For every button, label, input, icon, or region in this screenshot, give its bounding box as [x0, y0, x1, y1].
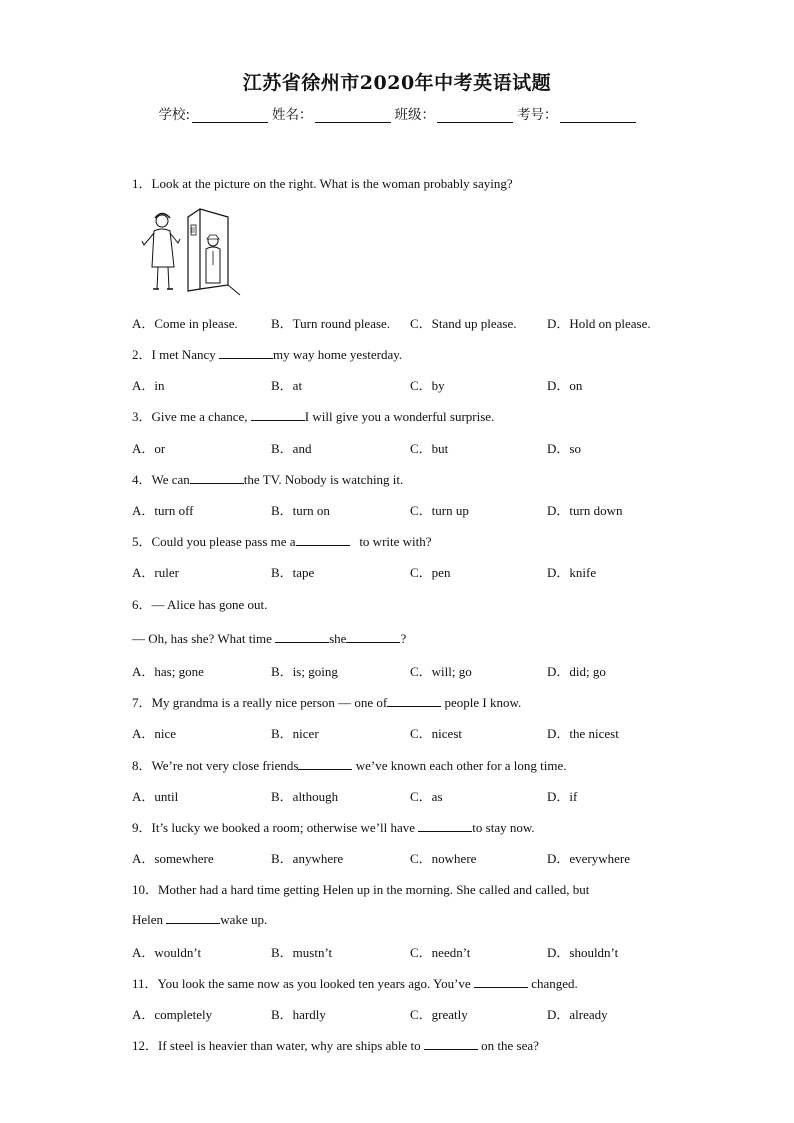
q2-option-a[interactable]: A．in — [132, 378, 165, 393]
exam-number-field[interactable]: 考号： — [517, 103, 636, 123]
question-6-reply: — Oh, has she? What time she ? — [132, 631, 407, 646]
q11-option-b[interactable]: B．hardly — [271, 1007, 326, 1022]
question-8: 8．We’re not very close friends we’ve known each other for a long time. — [132, 758, 567, 773]
q4-option-d[interactable]: D．turn down — [547, 503, 623, 518]
question-9-options — [132, 848, 692, 864]
q5-option-a[interactable]: A．ruler — [132, 565, 179, 580]
q4-option-a[interactable]: A．turn off — [132, 503, 194, 518]
question-10-options — [132, 942, 692, 958]
question-7-options — [132, 723, 692, 739]
q7-option-d[interactable]: D．the nicest — [547, 726, 619, 741]
question-1: 1．Look at the picture on the right. What is the woman probably saying? — [132, 176, 513, 191]
answer-blank[interactable] — [424, 1037, 478, 1050]
answer-blank[interactable] — [296, 533, 350, 546]
q11-option-a[interactable]: A．completely — [132, 1007, 213, 1022]
q11-option-c[interactable]: C．greatly — [410, 1007, 468, 1022]
q4-option-b[interactable]: B．turn on — [271, 503, 330, 518]
q5-option-c[interactable]: C．pen — [410, 565, 451, 580]
answer-blank[interactable] — [166, 911, 220, 924]
question-1-options — [132, 313, 692, 329]
question-12: 12．If steel is heavier than water, why are ships able to on the sea? — [132, 1038, 539, 1053]
answer-blank[interactable] — [251, 408, 305, 421]
q6-option-b[interactable]: B．is; going — [271, 664, 338, 679]
q1-option-d[interactable]: D．Hold on please. — [547, 316, 651, 331]
q7-option-a[interactable]: A．nice — [132, 726, 177, 741]
q10-option-d[interactable]: D．shouldn’t — [547, 945, 619, 960]
answer-blank[interactable] — [346, 630, 400, 643]
q3-option-b[interactable]: B．and — [271, 441, 312, 456]
q1-option-b[interactable]: B．Turn round please. — [271, 316, 391, 331]
answer-blank[interactable] — [474, 975, 528, 988]
question-5-options — [132, 562, 692, 578]
question-3-options — [132, 438, 692, 454]
q10-option-c[interactable]: C．needn’t — [410, 945, 471, 960]
q2-option-d[interactable]: D．on — [547, 378, 583, 393]
q3-option-c[interactable]: C．but — [410, 441, 449, 456]
q8-option-a[interactable]: A．until — [132, 789, 179, 804]
q11-option-d[interactable]: D．already — [547, 1007, 608, 1022]
question-6-options — [132, 661, 692, 677]
woman-at-door-illustration — [140, 205, 242, 297]
student-info-row — [0, 103, 794, 123]
q9-option-b[interactable]: B．anywhere — [271, 851, 344, 866]
question-11: 11．You look the same now as you looked ten years ago. You’ve changed. — [132, 976, 578, 991]
question-3: 3．Give me a chance, I will give you a wonderful surprise. — [132, 409, 495, 424]
school-field[interactable]: 学校: — [158, 103, 268, 123]
q6-option-c[interactable]: C．will; go — [410, 664, 472, 679]
q3-option-a[interactable]: A．or — [132, 441, 166, 456]
question-2: 2．I met Nancy my way home yesterday. — [132, 347, 403, 362]
q8-option-b[interactable]: B．although — [271, 789, 339, 804]
q5-option-b[interactable]: B．tape — [271, 565, 315, 580]
q8-option-c[interactable]: C．as — [410, 789, 443, 804]
q9-option-a[interactable]: A．somewhere — [132, 851, 214, 866]
answer-blank[interactable] — [275, 630, 329, 643]
question-4-options — [132, 500, 692, 516]
q6-option-a[interactable]: A．has; gone — [132, 664, 204, 679]
answer-blank[interactable] — [219, 346, 273, 359]
q7-option-b[interactable]: B．nicer — [271, 726, 319, 741]
question-2-options — [132, 375, 692, 391]
name-field[interactable]: 姓名： — [272, 103, 391, 123]
question-8-options — [132, 786, 692, 802]
q1-option-a[interactable]: A．Come in please. — [132, 316, 238, 331]
q10-option-a[interactable]: A．wouldn’t — [132, 945, 202, 960]
q7-option-c[interactable]: C．nicest — [410, 726, 462, 741]
answer-blank[interactable] — [190, 471, 244, 484]
q8-option-d[interactable]: D．if — [547, 789, 578, 804]
class-field[interactable]: 班级： — [395, 103, 514, 123]
q10-option-b[interactable]: B．mustn’t — [271, 945, 333, 960]
question-11-options — [132, 1004, 692, 1020]
answer-blank[interactable] — [387, 694, 441, 707]
q5-option-d[interactable]: D．knife — [547, 565, 597, 580]
q4-option-c[interactable]: C．turn up — [410, 503, 469, 518]
q9-option-c[interactable]: C．nowhere — [410, 851, 477, 866]
question-7: 7．My grandma is a really nice person — one of people I know. — [132, 695, 522, 710]
answer-blank[interactable] — [298, 757, 352, 770]
question-10: 10．Mother had a hard time getting Helen up in the morning. She called and called, but — [132, 882, 590, 897]
page-title: 江苏省徐州市2020年中考英语试题 — [242, 72, 552, 94]
question-9: 9．It’s lucky we booked a room; otherwise we’ll have to stay now. — [132, 820, 535, 835]
q3-option-d[interactable]: D．so — [547, 441, 581, 456]
question-10-cont: Helen wake up. — [132, 912, 268, 927]
question-4: 4．We can the TV. Nobody is watching it. — [132, 472, 404, 487]
answer-blank[interactable] — [418, 819, 472, 832]
q6-option-d[interactable]: D．did; go — [547, 664, 606, 679]
q2-option-c[interactable]: C．by — [410, 378, 445, 393]
question-5: 5．Could you please pass me a to write with? — [132, 534, 432, 549]
question-6: 6．— Alice has gone out. — [132, 597, 268, 612]
q2-option-b[interactable]: B．at — [271, 378, 303, 393]
q9-option-d[interactable]: D．everywhere — [547, 851, 631, 866]
q1-option-c[interactable]: C．Stand up please. — [410, 316, 517, 331]
